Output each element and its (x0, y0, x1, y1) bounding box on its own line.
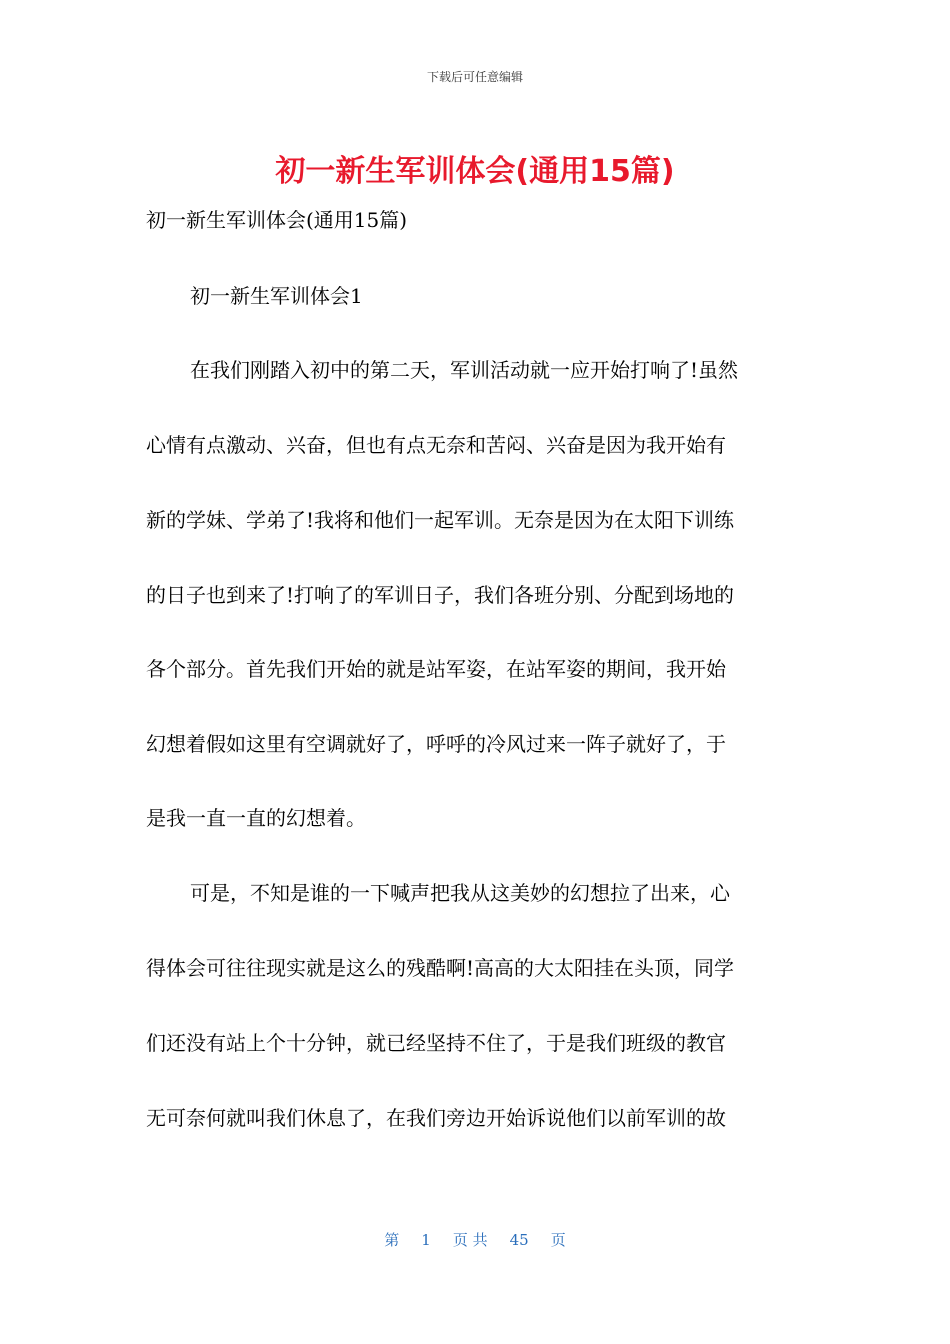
body-line: 可是，不知是谁的一下喊声把我从这美妙的幻想拉了出来，心 (190, 881, 730, 905)
footer-prefix: 第 (384, 1231, 400, 1249)
document-subtitle: 初一新生军训体会(通用15篇) (146, 208, 408, 232)
body-line: 的日子也到来了!打响了的军训日子，我们各班分别、分配到场地的 (146, 583, 735, 607)
document-title: 初一新生军训体会(通用15篇) (275, 154, 675, 189)
footer-page-number: 1 (421, 1231, 431, 1249)
section-heading: 初一新生军训体会1 (190, 284, 363, 308)
body-line: 幻想着假如这里有空调就好了，呼呼的冷风过来一阵子就好了，于 (146, 732, 726, 756)
footer-total-pages: 45 (509, 1231, 529, 1249)
body-line: 在我们刚踏入初中的第二天，军训活动就一应开始打响了!虽然 (190, 358, 739, 382)
body-line: 们还没有站上个十分钟，就已经坚持不住了，于是我们班级的教官 (146, 1031, 726, 1055)
header-note: 下载后可任意编辑 (426, 70, 523, 84)
footer-suffix: 页 (550, 1231, 566, 1249)
footer-mid: 页 共 (452, 1231, 488, 1249)
body-line: 得体会可往往现实就是这么的残酷啊!高高的大太阳挂在头顶，同学 (146, 956, 735, 980)
body-line: 新的学妹、学弟了!我将和他们一起军训。无奈是因为在太阳下训练 (146, 508, 735, 532)
body-line: 无可奈何就叫我们休息了，在我们旁边开始诉说他们以前军训的故 (146, 1106, 726, 1130)
body-line: 是我一直一直的幻想着。 (146, 806, 366, 830)
body-line: 心情有点激动、兴奋，但也有点无奈和苦闷、兴奋是因为我开始有 (146, 433, 726, 457)
page-footer (0, 1229, 950, 1250)
body-line: 各个部分。首先我们开始的就是站军姿，在站军姿的期间，我开始 (146, 657, 726, 681)
